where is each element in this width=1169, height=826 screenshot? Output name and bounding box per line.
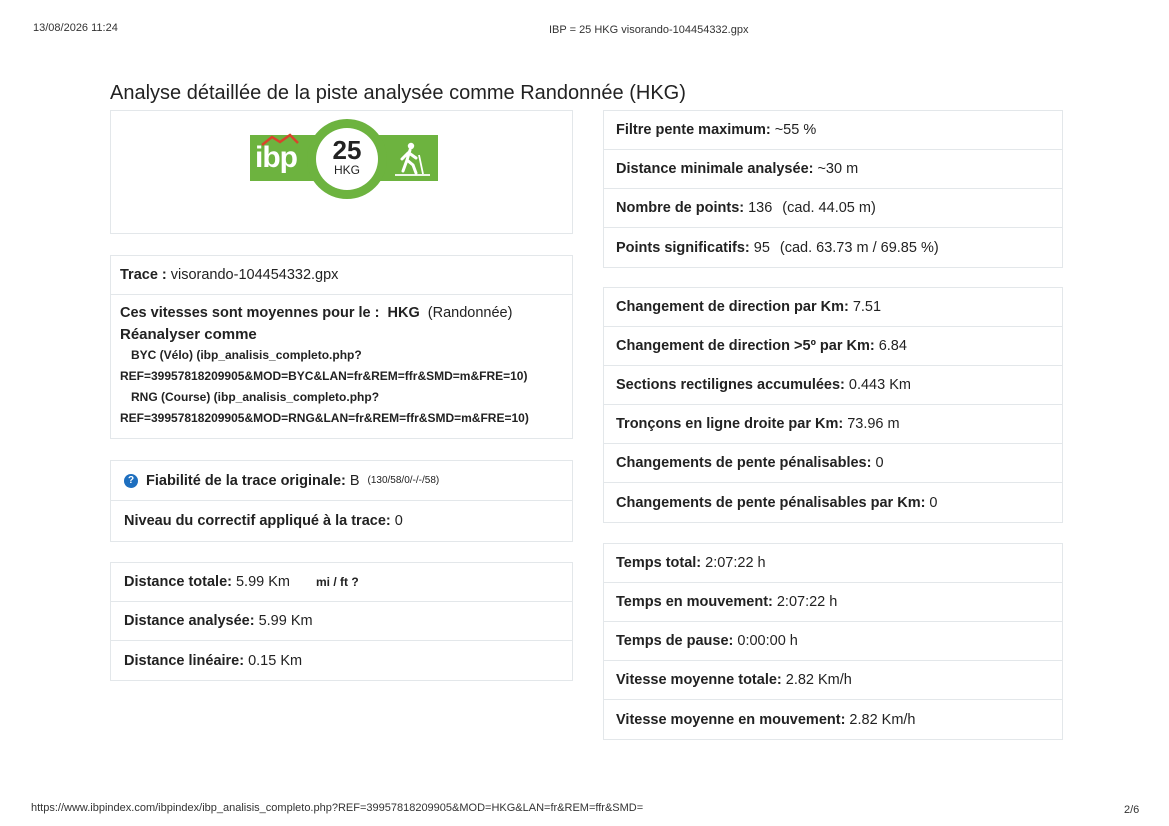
filters-panel [603, 110, 1063, 268]
filter-row [604, 111, 1062, 150]
reanalyze-link-rng-ref[interactable]: REF=39957818209905&MOD=RNG&LAN=fr&REM=ffr&SMD=m&FRE=10) [120, 411, 529, 425]
filter-label: Distance minimale analysée: [616, 161, 814, 177]
correction-label: Niveau du correctif appliqué à la trace: [124, 513, 391, 529]
print-footer-url: https://www.ibpindex.com/ibpindex/ibp_analisis_completo.php?REF=39957818209905&MOD=HKG&LAN=fr&REM=ffr&SMD= [31, 802, 644, 814]
hiker-icon [392, 141, 432, 177]
filter-row [604, 189, 1062, 228]
time-label: Temps total: [616, 555, 702, 571]
reanalyze-heading: Réanalyser comme [120, 326, 257, 343]
reliability-detail: (130/58/0/-/-/58) [367, 475, 440, 486]
direction-row [604, 444, 1062, 483]
trace-panel [110, 255, 573, 439]
direction-label: Changements de pente pénalisables par Km: [616, 494, 926, 511]
speeds-section [111, 295, 572, 435]
distance-panel [110, 562, 573, 681]
direction-value: 6.84 [878, 338, 907, 354]
ibp-logo-text: ibp [255, 141, 297, 174]
direction-row [604, 366, 1062, 405]
direction-value: 0.443 Km [848, 377, 911, 393]
reliability-row [111, 461, 572, 501]
filter-extra: (cad. 44.05 m) [782, 200, 876, 216]
distance-total-row [111, 563, 572, 602]
trace-label: Trace : [120, 267, 167, 283]
direction-value: 0 [875, 455, 884, 471]
distance-linear-value: 0.15 Km [248, 652, 303, 669]
time-value: 2:07:22 h [776, 594, 838, 610]
filter-extra: (cad. 63.73 m / 69.85 %) [779, 239, 939, 256]
time-row [604, 583, 1062, 622]
correction-row [111, 501, 572, 541]
filter-label: Points significatifs: [616, 239, 750, 256]
print-doc-title: IBP = 25 HKG visorando-104454332.gpx [549, 24, 749, 36]
correction-value: 0 [394, 513, 403, 529]
ibp-mode-code: HKG [333, 163, 360, 177]
reliability-label: Fiabilité de la trace originale: [146, 472, 346, 489]
speeds-code: HKG [387, 305, 420, 321]
filter-value: ~55 % [774, 122, 817, 138]
filter-row [604, 228, 1062, 267]
units-toggle-link[interactable]: mi / ft ? [315, 575, 359, 589]
time-label: Vitesse moyenne en mouvement: [616, 711, 846, 728]
time-label: Temps de pause: [616, 633, 734, 649]
direction-value: 7.51 [852, 299, 882, 315]
distance-total-label: Distance totale: [124, 574, 232, 590]
time-row [604, 544, 1062, 583]
distance-analysed-value: 5.99 Km [258, 613, 313, 629]
time-label: Vitesse moyenne totale: [616, 672, 782, 688]
time-label: Temps en mouvement: [616, 594, 773, 610]
direction-row [604, 405, 1062, 444]
print-datetime: 13/08/2026 11:24 [33, 22, 118, 34]
filter-label: Nombre de points: [616, 200, 745, 216]
direction-label: Tronçons en ligne droite par Km: [616, 416, 844, 432]
time-value: 2.82 Km/h [849, 711, 916, 728]
reliability-panel [110, 460, 573, 542]
direction-label: Changement de direction >5º par Km: [616, 338, 875, 354]
reanalyze-link-byc-ref[interactable]: REF=39957818209905&MOD=BYC&LAN=fr&REM=ffr&SMD=m&FRE=10) [120, 369, 528, 383]
page-title: Analyse détaillée de la piste analysée comme Randonnée (HKG) [110, 82, 686, 104]
direction-row [604, 327, 1062, 366]
filter-value: 95 [753, 239, 770, 256]
time-value: 2:07:22 h [705, 555, 766, 571]
ibp-score: 25 [332, 135, 362, 165]
filter-row [604, 150, 1062, 189]
distance-total-value: 5.99 Km [235, 574, 290, 590]
distance-analysed-label: Distance analysée: [124, 613, 255, 629]
direction-value: 0 [929, 494, 938, 511]
reanalyze-link-byc[interactable]: BYC (Vélo) (ibp_analisis_completo.php? [131, 348, 362, 362]
direction-row [604, 483, 1062, 522]
direction-panel [603, 287, 1063, 523]
direction-row [604, 288, 1062, 327]
filter-value: 136 [748, 200, 773, 216]
filter-value: ~30 m [817, 161, 859, 177]
time-value: 0:00:00 h [737, 633, 798, 649]
print-page-number: 2/6 [1124, 804, 1140, 816]
badge-center [316, 128, 378, 190]
speeds-line [120, 303, 563, 324]
ibp-badge-panel [110, 110, 573, 234]
trace-filename: visorando-104454332.gpx [170, 267, 339, 283]
distance-linear-row [111, 641, 572, 680]
time-row [604, 700, 1062, 739]
direction-label: Changements de pente pénalisables: [616, 455, 872, 471]
time-row [604, 661, 1062, 700]
filter-label: Filtre pente maximum: [616, 122, 771, 138]
reanalyze-link-rng[interactable]: RNG (Course) (ibp_analisis_completo.php? [131, 390, 380, 404]
time-value: 2.82 Km/h [785, 672, 852, 688]
direction-label: Changement de direction par Km: [616, 299, 849, 315]
distance-analysed-row [111, 602, 572, 641]
trace-row [111, 256, 572, 295]
time-row [604, 622, 1062, 661]
direction-value: 73.96 m [847, 416, 900, 432]
direction-label: Sections rectilignes accumulées: [616, 377, 845, 393]
distance-linear-label: Distance linéaire: [124, 652, 245, 669]
speeds-mode: (Randonnée) [427, 305, 513, 321]
help-icon[interactable]: ? [124, 474, 138, 488]
ibp-badge [250, 119, 438, 199]
reliability-value: B [349, 472, 360, 489]
time-panel [603, 543, 1063, 740]
speeds-label: Ces vitesses sont moyennes pour le : [120, 305, 380, 321]
